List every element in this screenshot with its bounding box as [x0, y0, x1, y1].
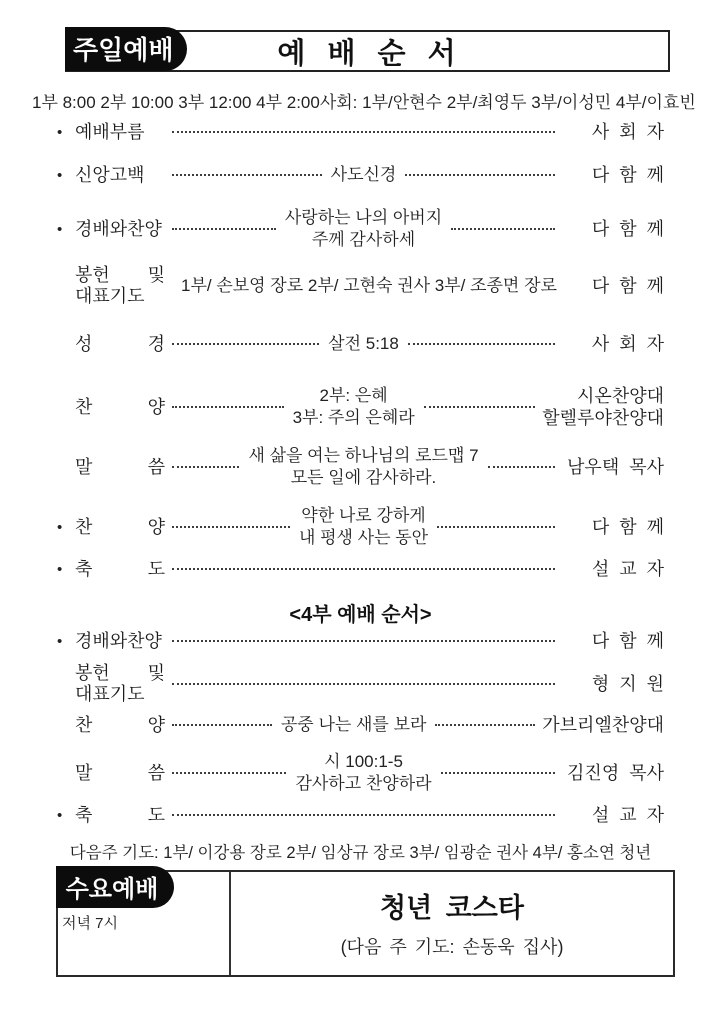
order-item-performer-line: 시온찬양대	[577, 386, 664, 406]
order-item-performer	[562, 275, 664, 297]
dotted-leader-area	[165, 333, 562, 355]
order-item-performer	[562, 164, 664, 186]
service-times: 1부 8:00 2부 10:00 3부 12:00 4부 2:00	[32, 93, 320, 112]
dotted-leader	[172, 724, 272, 726]
dotted-leader-area	[165, 164, 562, 186]
dotted-leader-area	[165, 385, 542, 429]
order-item-label	[75, 219, 165, 240]
wednesday-worship-main-cell	[231, 872, 673, 975]
dotted-leader	[172, 228, 276, 230]
order-item-performer	[562, 804, 664, 826]
order-item-label-line: 말 씀	[75, 762, 165, 783]
order-item-detail-line: 사랑하는 나의 아버지	[284, 208, 443, 227]
order-item-detail-line: 공중 나는 새를 보라	[280, 715, 427, 734]
wednesday-worship-box	[56, 870, 675, 977]
dotted-leader-area	[165, 568, 562, 570]
order-item-label	[75, 457, 165, 478]
order-row	[57, 630, 664, 652]
order-item-detail	[326, 333, 401, 355]
order-item-label	[75, 165, 165, 186]
order-row	[57, 663, 664, 705]
dotted-leader-area	[165, 275, 562, 297]
order-item-detail-line: 감사하고 찬양하라	[295, 774, 432, 793]
dotted-leader	[172, 640, 555, 642]
order-item-detail-line: 모든 일에 감사하라.	[290, 468, 437, 487]
dotted-leader-area	[165, 207, 562, 251]
fourth-service-order-list	[57, 630, 664, 826]
order-item-performer	[562, 516, 664, 538]
dotted-leader	[172, 131, 555, 133]
order-of-worship-list	[57, 121, 664, 580]
order-item-performer-line: 다 함 께	[591, 631, 664, 651]
order-item-detail	[283, 207, 444, 251]
order-item-label-line: 성 경	[75, 333, 165, 354]
order-item-label-line: 대표기도	[75, 684, 145, 704]
dotted-leader	[435, 724, 535, 726]
wednesday-worship-left-cell	[58, 872, 231, 975]
dotted-leader	[172, 568, 555, 570]
order-item-label	[75, 805, 165, 826]
order-item-performer-line: 사 회 자	[591, 122, 664, 142]
dotted-leader-area	[165, 814, 562, 816]
sunday-worship-badge: 주일예배	[65, 27, 187, 71]
order-item-detail-line: 1부/ 손보영 장로 2부/ 고현숙 권사 3부/ 조종면 장로	[181, 276, 557, 295]
order-item-label-line: 찬 양	[75, 396, 165, 417]
dotted-leader	[451, 228, 555, 230]
order-item-performer-line: 다 함 께	[591, 165, 664, 185]
order-item-label-line: 경배와찬양	[75, 218, 162, 239]
order-item-label	[75, 265, 165, 307]
order-item-label-line: 봉헌 및	[75, 663, 165, 683]
dotted-leader-area	[165, 505, 562, 549]
order-item-performer	[562, 333, 664, 355]
order-item-label	[75, 122, 165, 143]
order-item-label	[75, 631, 165, 652]
order-item-performer-line: 사 회 자	[591, 334, 664, 354]
dotted-leader	[408, 343, 555, 345]
order-item-performer-line: 설 교 자	[591, 805, 664, 825]
dotted-leader-area	[165, 714, 542, 736]
order-item-detail-line: 시 100:1-5	[324, 752, 403, 771]
order-row	[57, 385, 664, 429]
dotted-leader	[424, 406, 536, 408]
sunday-worship-header	[65, 30, 670, 72]
order-item-label	[75, 517, 165, 538]
order-item-label-line: 봉헌 및	[75, 265, 165, 285]
bullet-marker: •	[57, 518, 63, 536]
bullet-marker: •	[57, 123, 63, 141]
dotted-leader-area	[165, 131, 562, 133]
order-item-performer-line: 남우택 목사	[567, 457, 664, 477]
order-item-performer	[562, 558, 664, 580]
wednesday-worship-time: 저녁 7시	[62, 915, 118, 932]
dotted-leader-area	[165, 683, 562, 685]
order-item-performer	[542, 385, 664, 429]
order-item-performer-line: 설 교 자	[591, 559, 664, 579]
order-item-detail-line: 3부: 주의 은혜라	[292, 408, 415, 427]
order-row	[57, 265, 664, 307]
order-item-detail-line: 2부: 은혜	[319, 386, 388, 405]
order-item-performer	[562, 456, 664, 478]
dotted-leader	[172, 174, 322, 176]
dotted-leader-area	[165, 751, 562, 795]
order-item-detail	[279, 714, 429, 736]
order-item-performer	[562, 121, 664, 143]
dotted-leader-area	[165, 640, 562, 642]
order-item-performer	[562, 218, 664, 240]
bullet-marker: •	[57, 166, 63, 184]
wednesday-worship-subtitle: (다음 주 기도: 손동욱 집사)	[340, 937, 564, 957]
order-item-detail-line: 살전 5:18	[328, 334, 399, 353]
order-item-label	[75, 397, 165, 418]
dotted-leader	[405, 174, 555, 176]
service-schedule-line	[32, 88, 696, 113]
order-item-detail	[291, 385, 417, 429]
order-item-performer	[542, 714, 664, 736]
dotted-leader-area	[165, 445, 562, 489]
order-item-detail-line: 새 삶을 여는 하나님의 로드맵 7	[248, 446, 479, 465]
order-item-performer	[562, 630, 664, 652]
order-item-performer-line: 다 함 께	[591, 517, 664, 537]
order-item-label-line: 찬 양	[75, 714, 165, 735]
order-item-label-line: 말 씀	[75, 456, 165, 477]
dotted-leader	[437, 526, 555, 528]
dotted-leader	[488, 466, 555, 468]
bullet-marker: •	[57, 806, 63, 824]
dotted-leader	[172, 772, 286, 774]
order-item-label-line: 대표기도	[75, 286, 145, 306]
order-item-label-line: 경배와찬양	[75, 630, 162, 651]
order-row	[57, 505, 664, 549]
order-row	[57, 207, 664, 251]
order-item-label	[75, 559, 165, 580]
page-title: 예 배 순 서	[277, 37, 458, 70]
order-item-performer-line: 할렐루야찬양대	[542, 408, 664, 428]
wednesday-worship-title: 청년 코스타	[380, 893, 524, 923]
order-item-detail-line: 약한 나로 강하게	[301, 506, 426, 525]
order-item-performer-line: 형 지 원	[591, 674, 664, 694]
order-row	[57, 714, 664, 736]
wednesday-worship-badge: 수요예배	[56, 866, 174, 908]
order-item-label	[75, 715, 165, 736]
order-item-label-line: 축 도	[75, 558, 165, 579]
fourth-service-section-title: <4부 예배 순서>	[289, 604, 432, 626]
order-item-label	[75, 763, 165, 784]
order-item-detail	[297, 505, 430, 549]
dotted-leader	[172, 406, 284, 408]
order-item-detail	[246, 445, 480, 489]
order-item-performer	[562, 762, 664, 784]
service-mcs: 사회: 1부/안현수 2부/최영두 3부/이성민 4부/이효빈	[319, 93, 696, 112]
dotted-leader	[172, 526, 290, 528]
next-week-prayer-note: 다음주 기도: 1부/ 이강용 장로 2부/ 임상규 장로 3부/ 임광순 권사 4부/ 홍소연 청년	[69, 844, 652, 862]
dotted-leader	[172, 814, 555, 816]
order-row	[57, 804, 664, 826]
order-item-label	[75, 663, 165, 705]
order-row	[57, 121, 664, 143]
order-item-label-line: 신앙고백	[75, 164, 145, 185]
order-row	[57, 558, 664, 580]
order-item-performer-line: 다 함 께	[591, 219, 664, 239]
order-item-performer-line: 다 함 께	[591, 276, 664, 296]
order-item-performer	[562, 673, 664, 695]
dotted-leader	[172, 466, 239, 468]
order-item-performer-line: 가브리엘찬양대	[542, 715, 664, 735]
order-row	[57, 445, 664, 489]
order-item-detail-line: 내 평생 사는 동안	[298, 528, 429, 547]
order-item-detail	[293, 751, 433, 795]
bullet-marker: •	[57, 632, 63, 650]
order-row	[57, 333, 664, 355]
dotted-leader	[441, 772, 555, 774]
order-item-label-line: 예배부름	[75, 121, 145, 142]
order-row	[57, 751, 664, 795]
order-row	[57, 164, 664, 186]
order-item-detail	[329, 164, 399, 186]
order-item-performer-line: 김진영 목사	[567, 763, 664, 783]
order-item-detail-line: 주께 감사하세	[311, 230, 416, 249]
order-item-label	[75, 334, 165, 355]
bullet-marker: •	[57, 560, 63, 578]
order-item-detail	[179, 275, 559, 297]
order-item-label-line: 찬 양	[75, 516, 165, 537]
dotted-leader	[172, 683, 555, 685]
order-item-detail-line: 사도신경	[330, 165, 397, 184]
order-item-label-line: 축 도	[75, 804, 165, 825]
bullet-marker: •	[57, 220, 63, 238]
dotted-leader	[172, 343, 319, 345]
